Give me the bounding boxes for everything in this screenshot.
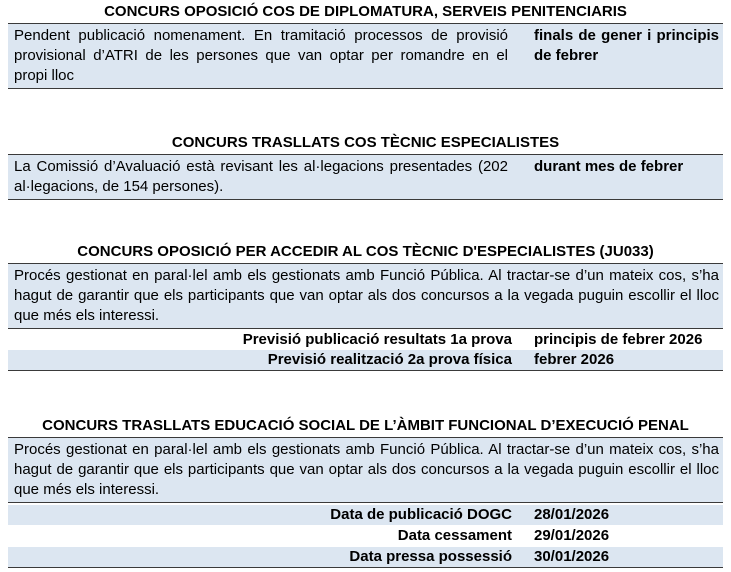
section-oposicio-tecnic (8, 241, 723, 371)
detail-label: Previsió realització 2a prova física (267, 351, 512, 368)
section-row (8, 438, 723, 503)
section-trasllats-tecnic (8, 132, 723, 200)
detail-label: Data cessament (397, 527, 512, 544)
section-description: Procés gestionat en paral·lel amb els gestionats amb Funció Pública. Al tractar-se d’un mateix cos, s’ha hagut de garantir que els participants que van optar als dos concursos a la vegada puguin escollir el lloc que més els interessi. (14, 441, 719, 498)
detail-label: Data pressa possessió (349, 548, 512, 565)
section-educacio-social (8, 415, 723, 568)
detail-label: Previsió publicació resultats 1a prova (242, 331, 512, 348)
detail-label: Data de publicació DOGC (330, 506, 512, 523)
section-title: CONCURS TRASLLATS EDUCACIÓ SOCIAL DE L’ÀMBIT FUNCIONAL D’EXECUCIÓ PENAL (8, 415, 723, 438)
section-timing: durant mes de febrer (534, 158, 684, 175)
section-timing: finals de gener i principis de febrer (534, 27, 719, 64)
section-row (8, 155, 723, 200)
section-title: CONCURS OPOSICIÓ COS DE DIPLOMATURA, SERVEIS PENITENCIARIS (8, 1, 723, 24)
section-title: CONCURS OPOSICIÓ PER ACCEDIR AL COS TÈCNIC D'ESPECIALISTES (JU033) (8, 241, 723, 264)
detail-value: 30/01/2026 (534, 548, 610, 565)
detail-row (8, 350, 723, 371)
detail-row (8, 547, 723, 568)
detail-row (8, 505, 723, 525)
section-description: Procés gestionat en paral·lel amb els gestionats amb Funció Pública. Al tractar-se d’un mateix cos, s’ha hagut de garantir que els participants que van optar als dos concursos a la vegada puguin escollir el lloc que més els interessi. (14, 267, 719, 324)
detail-row (8, 525, 723, 547)
detail-value: principis de febrer 2026 (534, 331, 703, 348)
section-row (8, 264, 723, 329)
section-title: CONCURS TRASLLATS COS TÈCNIC ESPECIALISTES (8, 132, 723, 155)
detail-row (8, 330, 723, 350)
section-description: Pendent publicació nomenament. En tramitació processos de provisió provisional d’ATRI de les persones que van optar per romandre en el propi lloc (14, 27, 508, 84)
detail-value: febrer 2026 (534, 351, 615, 368)
section-row (8, 24, 723, 89)
section-diplomatura (8, 1, 723, 89)
detail-value: 29/01/2026 (534, 527, 610, 544)
detail-value: 28/01/2026 (534, 506, 610, 523)
section-description: La Comissió d’Avaluació està revisant les al·legacions presentades (202 al·legacions, de 154 persones). (14, 158, 508, 195)
